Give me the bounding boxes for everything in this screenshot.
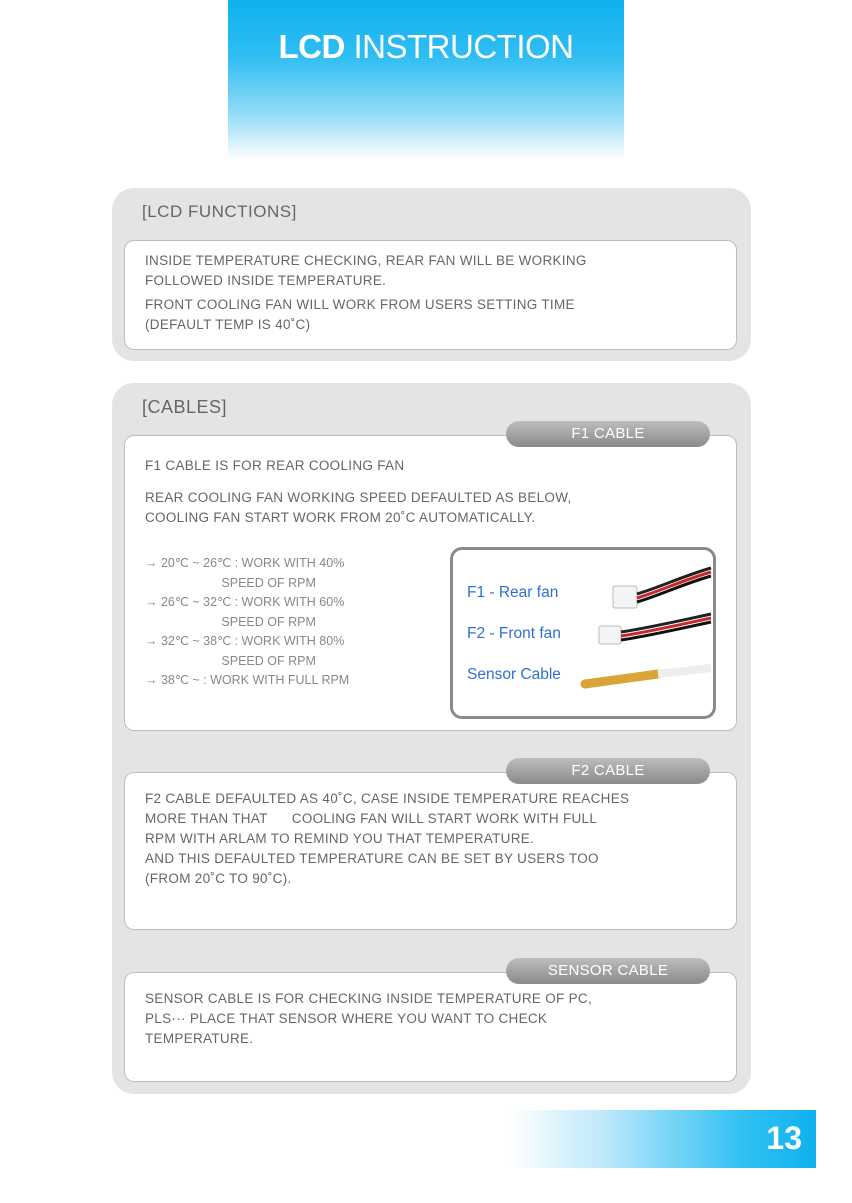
f2-connector-icon [599, 614, 711, 644]
f2-cable-pill: F2 CABLE [506, 758, 710, 784]
sensor-probe-icon [585, 668, 711, 684]
sensor-line: SENSOR CABLE IS FOR CHECKING INSIDE TEMPERATURE OF PC, [145, 991, 593, 1006]
lcd-functions-line: (DEFAULT TEMP IS 40˚C) [145, 317, 311, 332]
f2-line: F2 CABLE DEFAULTED AS 40˚C, CASE INSIDE TEMPERATURE REACHES [145, 791, 630, 806]
f1-desc: REAR COOLING FAN WORKING SPEED DEFAULTED AS BELOW, [145, 490, 572, 505]
speed-item: → 20℃ ~ 26℃ : WORK WITH 40% [145, 556, 345, 570]
sensor-line: PLS··· PLACE THAT SENSOR WHERE YOU WANT TO CHECK [145, 1011, 548, 1026]
speed-item: SPEED OF RPM [145, 653, 316, 668]
speed-item: → 38℃ ~ : WORK WITH FULL RPM [145, 673, 350, 687]
sensor-cable-pill: SENSOR CABLE [506, 958, 710, 984]
sensor-line: TEMPERATURE. [145, 1031, 254, 1046]
sensor-cable-box [124, 972, 737, 1082]
speed-item: SPEED OF RPM [145, 614, 316, 629]
f2-line: AND THIS DEFAULTED TEMPERATURE CAN BE SET BY USERS TOO [145, 851, 599, 866]
speed-item: → 26℃ ~ 32℃ : WORK WITH 60% [145, 595, 345, 609]
f1-cable-pill: F1 CABLE [506, 421, 710, 447]
f1-intro: F1 CABLE IS FOR REAR COOLING FAN [145, 458, 405, 473]
rear-fan-label: F1 - Rear fan [467, 584, 559, 601]
sensor-cable-label: Sensor Cable [467, 666, 561, 683]
lcd-functions-line: FRONT COOLING FAN WILL WORK FROM USERS SETTING TIME [145, 297, 575, 312]
cables-heading: [CABLES] [142, 397, 228, 417]
lcd-functions-box [124, 240, 737, 350]
page-title: LCD INSTRUCTION [278, 28, 574, 65]
page-number: 13 [766, 1120, 802, 1156]
front-fan-label: F2 - Front fan [467, 625, 561, 642]
f2-line: RPM WITH ARLAM TO REMIND YOU THAT TEMPERATURE. [145, 831, 535, 846]
f2-line: MORE THAN THAT COOLING FAN WILL START WORK WITH FULL [145, 811, 598, 826]
lcd-functions-panel [112, 188, 751, 361]
lcd-functions-line: INSIDE TEMPERATURE CHECKING, REAR FAN WILL BE WORKING [145, 253, 587, 268]
speed-item: → 32℃ ~ 38℃ : WORK WITH 80% [145, 634, 345, 648]
cable-illustration [453, 550, 713, 716]
cables-panel [112, 383, 751, 1094]
header-banner [228, 0, 624, 160]
f2-cable-box [124, 772, 737, 930]
speed-item: SPEED OF RPM [145, 575, 316, 590]
lcd-functions-line: FOLLOWED INSIDE TEMPERATURE. [145, 273, 387, 288]
f2-line: (FROM 20˚C TO 90˚C). [145, 871, 292, 886]
cable-photo [450, 547, 716, 719]
f1-desc: COOLING FAN START WORK FROM 20˚C AUTOMATICALLY. [145, 510, 536, 525]
f1-connector-icon [613, 568, 711, 608]
lcd-functions-heading: [LCD FUNCTIONS] [142, 202, 297, 221]
footer-band [510, 1110, 816, 1168]
